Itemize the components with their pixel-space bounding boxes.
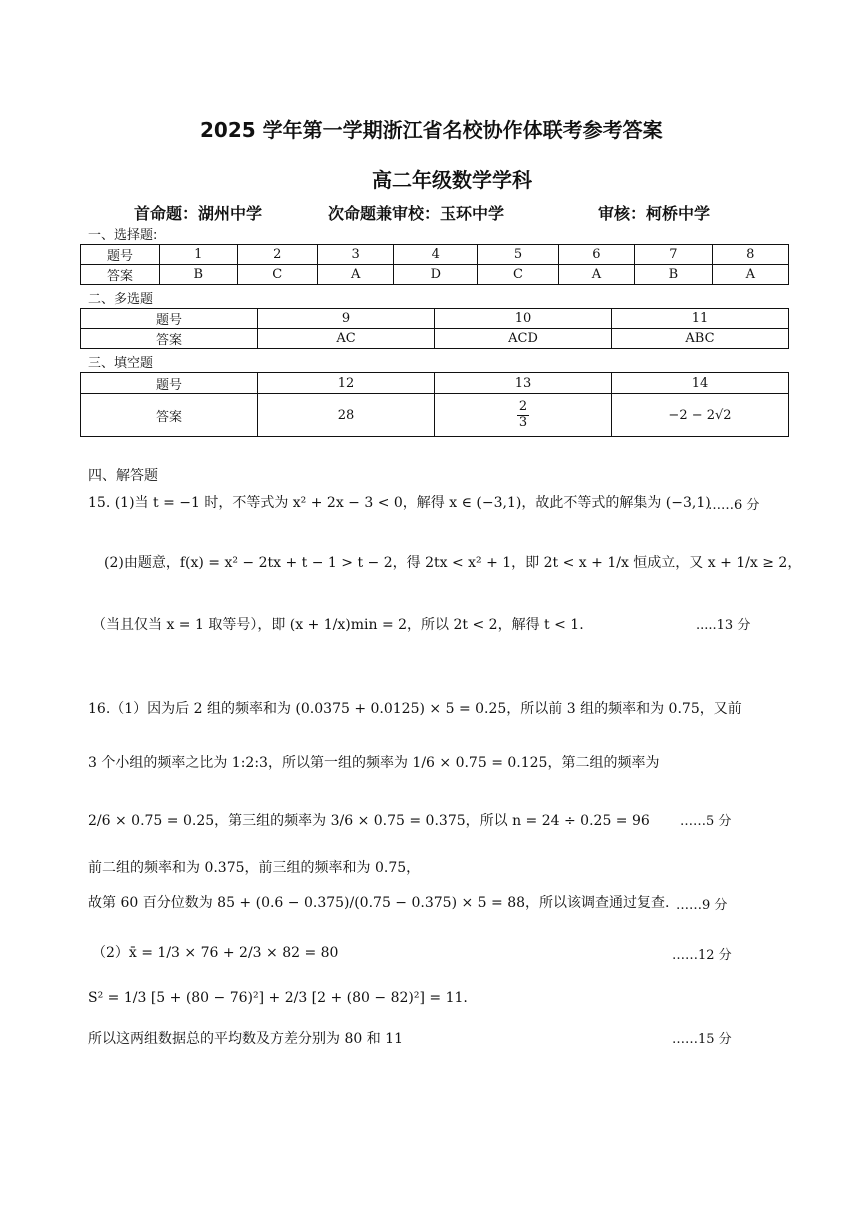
q16-part2-variance: S² = 1/3 [5 + (80 − 76)²] + 2/3 [2 + (80 − 82)²] = 11. [88, 990, 468, 1006]
table-row [81, 373, 789, 394]
table-cell: A [558, 265, 634, 285]
row-label: 题号 [81, 373, 258, 394]
mc-answer-table [80, 244, 789, 285]
table-cell: C [237, 265, 317, 285]
section1-title: 一、选择题: [88, 228, 158, 243]
page-title: 2025 学年第一学期浙江省名校协作体联考参考答案 [200, 118, 663, 142]
table-cell: A [712, 265, 788, 285]
meta-first: 首命题：湖州中学 [134, 204, 263, 223]
table-row [81, 245, 789, 265]
table-cell [435, 394, 612, 437]
table-cell: C [478, 265, 558, 285]
table-cell: 10 [435, 309, 612, 329]
q16-part2-mean-score: ……12 分 [672, 948, 732, 963]
table-cell: ABC [612, 329, 789, 349]
q16-part2-conclusion-score: ……15 分 [672, 1032, 732, 1047]
table-cell: 4 [394, 245, 478, 265]
fill-answer-table [80, 372, 789, 437]
q16-part1-line2: 3 个小组的频率之比为 1:2:3，所以第一组的频率为 1/6 × 0.75 = 0.125，第二组的频率为 [88, 755, 660, 771]
page-subtitle: 高二年级数学学科 [372, 168, 532, 192]
q16-part1-line4: 前二组的频率和为 0.375，前三组的频率和为 0.75， [88, 860, 421, 876]
row-label: 答案 [81, 265, 160, 285]
numerator: 2 [518, 399, 528, 415]
q15-part1: 15. (1)当 t = −1 时，不等式为 x² + 2x − 3 < 0，解得 x ∈ (−3,1)，故此不等式的解集为 (−3,1) [88, 495, 711, 511]
fraction [517, 400, 529, 430]
table-cell: B [160, 265, 238, 285]
section4-title: 四、解答题 [88, 468, 158, 484]
table-cell: 7 [635, 245, 713, 265]
table-cell: 9 [258, 309, 435, 329]
table-row [81, 329, 789, 349]
table-cell: −2 − 2√2 [612, 394, 789, 437]
q16-part1-line3: 2/6 × 0.75 = 0.25，第三组的频率为 3/6 × 0.75 = 0.375，所以 n = 24 ÷ 0.25 = 96 [88, 813, 650, 829]
row-label: 答案 [81, 329, 258, 349]
table-cell: D [394, 265, 478, 285]
meta-second: 次命题兼审校：玉环中学 [328, 204, 505, 223]
table-cell: ACD [435, 329, 612, 349]
q16-part1-line5: 故第 60 百分位数为 85 + (0.6 − 0.375)/(0.75 − 0.375) × 5 = 88，所以该调查通过复查. [88, 895, 670, 911]
q16-part2-conclusion: 所以这两组数据总的平均数及方差分别为 80 和 11 [88, 1031, 403, 1047]
table-cell: 11 [612, 309, 789, 329]
table-row [81, 394, 789, 437]
table-cell: 28 [258, 394, 435, 437]
q15-part2-score: .....13 分 [696, 618, 751, 633]
table-cell: B [635, 265, 713, 285]
table-row [81, 265, 789, 285]
q16-part1-line3-score: ……5 分 [680, 814, 732, 829]
q15-part1-score: ……6 分 [708, 498, 760, 513]
table-cell: 6 [558, 245, 634, 265]
table-cell: 14 [612, 373, 789, 394]
table-cell: AC [258, 329, 435, 349]
denominator: 3 [518, 414, 528, 430]
q15-part2-line1: (2)由题意，f(x) = x² − 2tx + t − 1 > t − 2，得 2tx < x² + 1，即 2t < x + 1/x 恒成立，又 x + 1/x ≥ 2， [104, 555, 802, 571]
row-label: 答案 [81, 394, 258, 437]
table-cell: 5 [478, 245, 558, 265]
q16-part2-mean: （2）x̄ = 1/3 × 76 + 2/3 × 82 = 80 [92, 945, 339, 961]
q15-part2-line2: （当且仅当 x = 1 取等号），即 (x + 1/x)min = 2，所以 2t < 2，解得 t < 1. [92, 617, 584, 633]
table-cell: 13 [435, 373, 612, 394]
table-cell: 2 [237, 245, 317, 265]
multi-answer-table [80, 308, 789, 349]
table-row [81, 309, 789, 329]
table-cell: A [318, 265, 394, 285]
table-cell: 8 [712, 245, 788, 265]
row-label: 题号 [81, 245, 160, 265]
section2-title: 二、多选题 [88, 292, 154, 307]
table-cell: 3 [318, 245, 394, 265]
section3-title: 三、填空题 [88, 356, 154, 371]
q16-part1-line5-score: ……9 分 [676, 898, 728, 913]
row-label: 题号 [81, 309, 258, 329]
q16-part1-line1: 16.（1）因为后 2 组的频率和为 (0.0375 + 0.0125) × 5 = 0.25，所以前 3 组的频率和为 0.75，又前 [88, 701, 742, 717]
meta-review: 审核：柯桥中学 [598, 204, 711, 223]
table-cell: 12 [258, 373, 435, 394]
table-cell: 1 [160, 245, 238, 265]
